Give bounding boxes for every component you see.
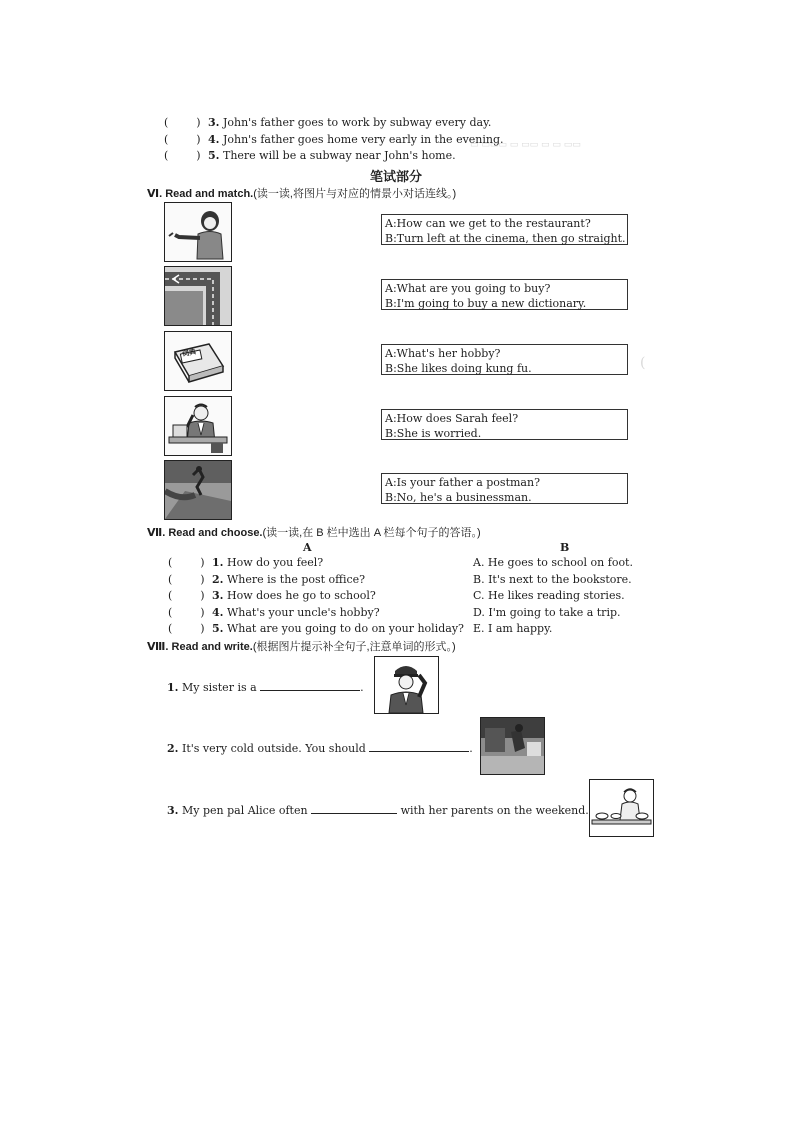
dialog-line-a: A:What's her hobby? xyxy=(385,347,501,360)
write-item-1: 1. My sister is a . xyxy=(167,681,364,694)
bleed-through-decoration: ▭ ▭▭▭ ▭ ▭▭ ▭ ▭ ▭▭ xyxy=(470,140,581,150)
listening-item-5: ( ) 5. There will be a subway near John's home. xyxy=(164,149,456,162)
dialog-line-a: A:How does Sarah feel? xyxy=(385,412,519,425)
dialog-box-1 xyxy=(381,214,628,245)
dialog-line-b: B:No, he's a businessman. xyxy=(385,491,532,504)
police-officer-picture xyxy=(374,656,439,714)
answer-option-e: E. I am happy. xyxy=(473,622,553,635)
dialog-line-a: A:How can we get to the restaurant? xyxy=(385,217,591,230)
dialog-box-2 xyxy=(381,279,628,310)
kungfu-picture xyxy=(164,460,232,520)
write-item-2: 2. It's very cold outside. You should . xyxy=(167,742,473,755)
written-part-title: 笔试部分 xyxy=(370,170,423,185)
answer-blank-3[interactable] xyxy=(311,802,397,814)
question-row-1: ( ) 1. How do you feel? xyxy=(168,556,324,569)
dialog-line-a: A:Is your father a postman? xyxy=(385,476,540,489)
dialog-line-b: B:She is worried. xyxy=(385,427,482,440)
dialog-box-3 xyxy=(381,344,628,375)
listening-item-4: ( ) 4. John's father goes home very early in the evening. xyxy=(164,133,504,146)
bleed-through-decoration: ( xyxy=(640,355,646,371)
dialog-line-b: B:I'm going to buy a new dictionary. xyxy=(385,297,587,310)
answer-blank-2[interactable] xyxy=(369,740,469,752)
worried-man-picture xyxy=(164,396,232,456)
listening-item-3: ( ) 3. John's father goes to work by subway every day. xyxy=(164,116,492,129)
write-item-3: 3. My pen pal Alice often with her parents on the weekend. xyxy=(167,804,589,817)
answer-option-a: A. He goes to school on foot. xyxy=(473,556,633,569)
dialog-line-b: B:She likes doing kung fu. xyxy=(385,362,532,375)
question-row-2: ( ) 2. Where is the post office? xyxy=(168,573,366,586)
section8-title: Ⅷ. Read and write.(根据图片提示补全句子,注意单词的形式。) xyxy=(147,641,456,653)
question-row-5: ( ) 5. What are you going to do on your holiday? xyxy=(168,622,464,635)
answer-blank-1[interactable] xyxy=(260,679,360,691)
dictionary-label: 词典 xyxy=(181,347,197,359)
question-row-3: ( ) 3. How does he go to school? xyxy=(168,589,376,602)
section7-title: Ⅶ. Read and choose.(读一读,在 B 栏中选出 A 栏每个句子的答语。) xyxy=(147,527,481,539)
road-turn-picture xyxy=(164,266,232,326)
dialog-line-a: A:What are you going to buy? xyxy=(385,282,551,295)
section6-title: Ⅵ. Read and match.(读一读,将图片与对应的情景小对话连线。) xyxy=(147,188,457,200)
dialog-box-4 xyxy=(381,409,628,440)
girl-pointing-picture xyxy=(164,202,232,262)
answer-option-c: C. He likes reading stories. xyxy=(473,589,625,602)
cooking-picture xyxy=(589,779,654,837)
dictionary-picture xyxy=(164,331,232,391)
dialog-line-b: B:Turn left at the cinema, then go straight. xyxy=(385,232,626,245)
dialog-box-5 xyxy=(381,473,628,504)
answer-option-d: D. I'm going to take a trip. xyxy=(473,606,621,619)
cold-weather-picture xyxy=(480,717,545,775)
column-b-header: B xyxy=(560,541,570,554)
question-row-4: ( ) 4. What's your uncle's hobby? xyxy=(168,606,380,619)
answer-option-b: B. It's next to the bookstore. xyxy=(473,573,632,586)
column-a-header: A xyxy=(303,541,312,554)
